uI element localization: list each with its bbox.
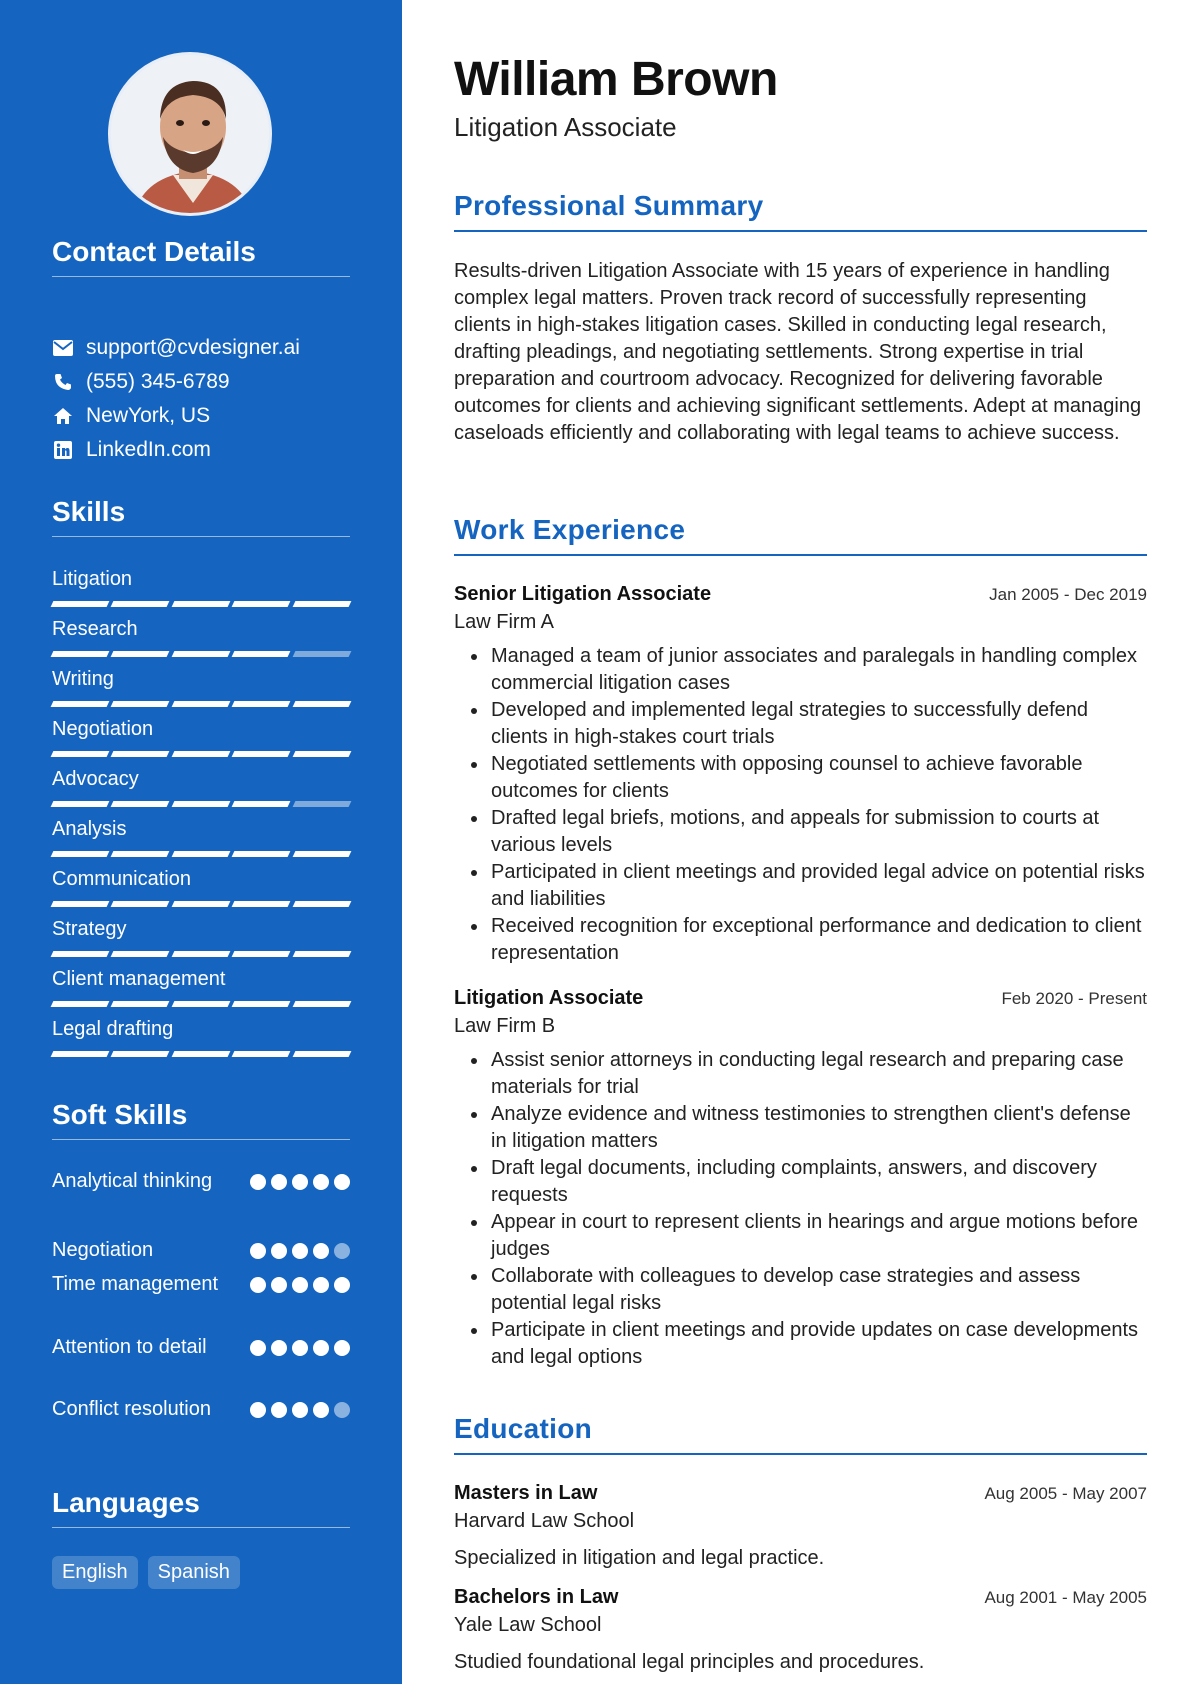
skill-name: Communication bbox=[52, 868, 191, 890]
skill-level-segment bbox=[232, 1051, 291, 1057]
job-header bbox=[454, 987, 1147, 1010]
skill-level-segment bbox=[292, 801, 351, 807]
skill-name: Litigation bbox=[52, 568, 133, 590]
skill-item bbox=[52, 967, 350, 1007]
rating-dot bbox=[334, 1174, 350, 1190]
portrait-image bbox=[111, 55, 272, 216]
list-item: Participate in client meetings and provide updates on case developments and legal options bbox=[454, 1317, 1147, 1371]
skill-level-segment bbox=[171, 701, 230, 707]
job-title: Senior Litigation Associate bbox=[454, 583, 712, 605]
avatar bbox=[108, 52, 272, 216]
skill-level-bar bbox=[52, 901, 350, 907]
skill-item bbox=[52, 767, 350, 807]
languages-heading: Languages bbox=[52, 1487, 350, 1528]
skill-level-segment bbox=[111, 1001, 170, 1007]
rating-dot bbox=[313, 1174, 329, 1190]
soft-skill-name: Attention to detail bbox=[52, 1336, 207, 1358]
rating-dot bbox=[250, 1174, 266, 1190]
rating-dot bbox=[313, 1277, 329, 1293]
list-item: Analyze evidence and witness testimonies to strengthen client's defense in litigation matters bbox=[454, 1101, 1147, 1155]
list-item: Assist senior attorneys in conducting legal research and preparing case materials for trial bbox=[454, 1047, 1147, 1101]
soft-skill-name: Conflict resolution bbox=[52, 1398, 211, 1420]
school-name: Yale Law School bbox=[454, 1614, 602, 1636]
skill-item bbox=[52, 917, 350, 957]
skill-level-segment bbox=[111, 751, 170, 757]
list-item: Received recognition for exceptional performance and dedication to client representation bbox=[454, 913, 1147, 967]
soft-skill-name: Negotiation bbox=[52, 1239, 154, 1261]
skill-level-segment bbox=[171, 1001, 230, 1007]
contact-linkedin-text: LinkedIn.com bbox=[86, 438, 211, 461]
job-title: Litigation Associate bbox=[454, 987, 644, 1009]
skill-name: Negotiation bbox=[52, 718, 154, 740]
rating-dot bbox=[271, 1243, 287, 1259]
list-item: Drafted legal briefs, motions, and appeals for submission to courts at various levels bbox=[454, 805, 1147, 859]
skill-level-bar bbox=[52, 1001, 350, 1007]
phone-icon bbox=[52, 371, 74, 393]
skill-level-segment bbox=[171, 901, 230, 907]
rating-dot bbox=[334, 1402, 350, 1418]
job-dates: Feb 2020 - Present bbox=[1001, 989, 1147, 1008]
rating-dot bbox=[334, 1243, 350, 1259]
skill-level-bar bbox=[52, 801, 350, 807]
job-dates: Jan 2005 - Dec 2019 bbox=[989, 585, 1147, 604]
soft-skill-rating bbox=[250, 1402, 350, 1423]
skill-level-segment bbox=[171, 851, 230, 857]
skill-name: Legal drafting bbox=[52, 1018, 174, 1040]
skill-level-segment bbox=[111, 801, 170, 807]
skill-level-segment bbox=[232, 751, 291, 757]
soft-skill-item bbox=[52, 1237, 350, 1264]
skill-level-segment bbox=[51, 601, 110, 607]
job-header bbox=[454, 583, 1147, 606]
skill-item bbox=[52, 667, 350, 707]
skill-level-bar bbox=[52, 651, 350, 657]
skill-level-segment bbox=[171, 651, 230, 657]
skill-level-segment bbox=[51, 1051, 110, 1057]
language-chip: English bbox=[52, 1556, 138, 1589]
rating-dot bbox=[292, 1243, 308, 1259]
skill-level-segment bbox=[292, 601, 351, 607]
skill-level-segment bbox=[171, 801, 230, 807]
education-heading: Education bbox=[454, 1413, 1147, 1455]
contact-phone-text: (555) 345-6789 bbox=[86, 370, 230, 393]
skill-name: Research bbox=[52, 618, 138, 640]
skill-level-segment bbox=[51, 901, 110, 907]
skill-level-segment bbox=[111, 701, 170, 707]
skill-level-segment bbox=[51, 951, 110, 957]
soft-skill-item bbox=[52, 1334, 350, 1361]
list-item: Managed a team of junior associates and paralegals in handling complex commercial litigation cases bbox=[454, 643, 1147, 697]
linkedin-icon bbox=[52, 439, 74, 461]
skill-level-segment bbox=[171, 601, 230, 607]
soft-skill-rating bbox=[250, 1174, 350, 1195]
rating-dot bbox=[292, 1277, 308, 1293]
rating-dot bbox=[271, 1277, 287, 1293]
skills-heading: Skills bbox=[52, 496, 350, 537]
skill-level-segment bbox=[292, 701, 351, 707]
skill-level-bar bbox=[52, 601, 350, 607]
rating-dot bbox=[271, 1340, 287, 1356]
skill-item bbox=[52, 867, 350, 907]
school-name: Harvard Law School bbox=[454, 1510, 635, 1532]
home-icon bbox=[52, 405, 74, 427]
job-bullets bbox=[454, 1047, 1147, 1371]
skill-level-segment bbox=[111, 1051, 170, 1057]
soft-skill-rating bbox=[250, 1277, 350, 1298]
list-item: Developed and implemented legal strategies to successfully defend clients in high-stakes court trials bbox=[454, 697, 1147, 751]
contact-email-text: support@cvdesigner.ai bbox=[86, 336, 300, 359]
skill-level-segment bbox=[232, 651, 291, 657]
skill-level-segment bbox=[171, 951, 230, 957]
education-header bbox=[454, 1482, 1147, 1505]
soft-skill-item bbox=[52, 1396, 350, 1423]
skill-level-segment bbox=[111, 901, 170, 907]
soft-skill-name: Analytical thinking bbox=[52, 1170, 213, 1192]
skill-item bbox=[52, 567, 350, 607]
rating-dot bbox=[250, 1243, 266, 1259]
candidate-name: William Brown bbox=[454, 53, 778, 106]
education-description: Specialized in litigation and legal practice. bbox=[454, 1547, 825, 1569]
job-bullets bbox=[454, 643, 1147, 967]
soft-skill-item bbox=[52, 1271, 350, 1298]
rating-dot bbox=[334, 1340, 350, 1356]
skill-level-segment bbox=[292, 951, 351, 957]
skill-level-segment bbox=[292, 1051, 351, 1057]
rating-dot bbox=[271, 1174, 287, 1190]
envelope-icon bbox=[52, 337, 74, 359]
skill-name: Analysis bbox=[52, 818, 127, 840]
sidebar bbox=[0, 0, 402, 1684]
skill-level-segment bbox=[232, 901, 291, 907]
skill-level-segment bbox=[232, 1001, 291, 1007]
skill-level-segment bbox=[51, 751, 110, 757]
skill-level-segment bbox=[292, 851, 351, 857]
skill-level-segment bbox=[171, 1051, 230, 1057]
soft-skill-item bbox=[52, 1168, 350, 1195]
skill-level-bar bbox=[52, 751, 350, 757]
skill-level-segment bbox=[292, 651, 351, 657]
skill-level-segment bbox=[232, 851, 291, 857]
rating-dot bbox=[334, 1277, 350, 1293]
languages-list bbox=[52, 1556, 240, 1589]
skill-name: Strategy bbox=[52, 918, 127, 940]
rating-dot bbox=[313, 1402, 329, 1418]
rating-dot bbox=[313, 1340, 329, 1356]
rating-dot bbox=[292, 1340, 308, 1356]
language-chip: Spanish bbox=[148, 1556, 240, 1589]
rating-dot bbox=[250, 1340, 266, 1356]
skill-level-segment bbox=[111, 601, 170, 607]
skill-item bbox=[52, 1017, 350, 1057]
skill-level-bar bbox=[52, 851, 350, 857]
skill-name: Advocacy bbox=[52, 768, 139, 790]
skill-level-segment bbox=[171, 751, 230, 757]
skill-level-segment bbox=[292, 1001, 351, 1007]
contact-linkedin[interactable] bbox=[52, 437, 211, 463]
degree-title: Bachelors in Law bbox=[454, 1586, 619, 1608]
rating-dot bbox=[250, 1402, 266, 1418]
skill-item bbox=[52, 717, 350, 757]
soft-skill-name: Time management bbox=[52, 1273, 218, 1295]
skill-level-segment bbox=[232, 601, 291, 607]
education-dates: Aug 2001 - May 2005 bbox=[984, 1588, 1147, 1607]
list-item: Negotiated settlements with opposing counsel to achieve favorable outcomes for clients bbox=[454, 751, 1147, 805]
contact-location-text: NewYork, US bbox=[86, 404, 211, 427]
skill-level-segment bbox=[232, 951, 291, 957]
rating-dot bbox=[292, 1402, 308, 1418]
soft-skill-rating bbox=[250, 1243, 350, 1264]
summary-heading: Professional Summary bbox=[454, 190, 1147, 232]
list-item: Draft legal documents, including complaints, answers, and discovery requests bbox=[454, 1155, 1147, 1209]
experience-heading: Work Experience bbox=[454, 514, 1147, 556]
education-description: Studied foundational legal principles and procedures. bbox=[454, 1651, 925, 1673]
rating-dot bbox=[271, 1402, 287, 1418]
rating-dot bbox=[250, 1277, 266, 1293]
skill-level-bar bbox=[52, 701, 350, 707]
skill-level-segment bbox=[232, 701, 291, 707]
candidate-title: Litigation Associate bbox=[454, 112, 677, 142]
skill-level-segment bbox=[292, 901, 351, 907]
skill-level-segment bbox=[51, 851, 110, 857]
list-item: Appear in court to represent clients in hearings and argue motions before judges bbox=[454, 1209, 1147, 1263]
skill-item bbox=[52, 617, 350, 657]
skill-name: Writing bbox=[52, 668, 114, 690]
contact-location bbox=[52, 403, 210, 429]
skill-level-segment bbox=[292, 751, 351, 757]
soft-skills-heading: Soft Skills bbox=[52, 1099, 350, 1140]
education-dates: Aug 2005 - May 2007 bbox=[984, 1484, 1147, 1503]
list-item: Participated in client meetings and provided legal advice on potential risks and liabilities bbox=[454, 859, 1147, 913]
rating-dot bbox=[313, 1243, 329, 1259]
skill-level-segment bbox=[232, 801, 291, 807]
list-item: Collaborate with colleagues to develop case strategies and assess potential legal risks bbox=[454, 1263, 1147, 1317]
summary-text: Results-driven Litigation Associate with 15 years of experience in handling complex legal matters. Proven track record of successfully representing clients in high-stakes litigation cases. Skilled in conducting legal research, drafting pleadings, and negotiating settlements. Strong expertise in trial preparation and courtroom advocacy. Recognized for delivering favorable outcomes for clients and achieving significant settlements. Adept at managing caseloads efficiently and collaborating with legal teams to achieve success. bbox=[454, 260, 1142, 444]
rating-dot bbox=[292, 1174, 308, 1190]
skill-level-segment bbox=[51, 1001, 110, 1007]
skill-level-bar bbox=[52, 1051, 350, 1057]
job-company: Law Firm B bbox=[454, 1015, 556, 1037]
contact-heading: Contact Details bbox=[52, 236, 350, 277]
job-company: Law Firm A bbox=[454, 611, 555, 633]
skill-level-segment bbox=[111, 851, 170, 857]
skill-level-segment bbox=[51, 801, 110, 807]
skill-level-bar bbox=[52, 951, 350, 957]
skill-level-segment bbox=[51, 651, 110, 657]
contact-phone[interactable] bbox=[52, 369, 230, 395]
soft-skill-rating bbox=[250, 1340, 350, 1361]
skill-level-segment bbox=[111, 951, 170, 957]
skill-level-segment bbox=[51, 701, 110, 707]
degree-title: Masters in Law bbox=[454, 1482, 598, 1504]
skill-level-segment bbox=[111, 651, 170, 657]
skill-name: Client management bbox=[52, 968, 226, 990]
contact-email[interactable] bbox=[52, 335, 300, 361]
skill-item bbox=[52, 817, 350, 857]
education-header bbox=[454, 1586, 1147, 1609]
